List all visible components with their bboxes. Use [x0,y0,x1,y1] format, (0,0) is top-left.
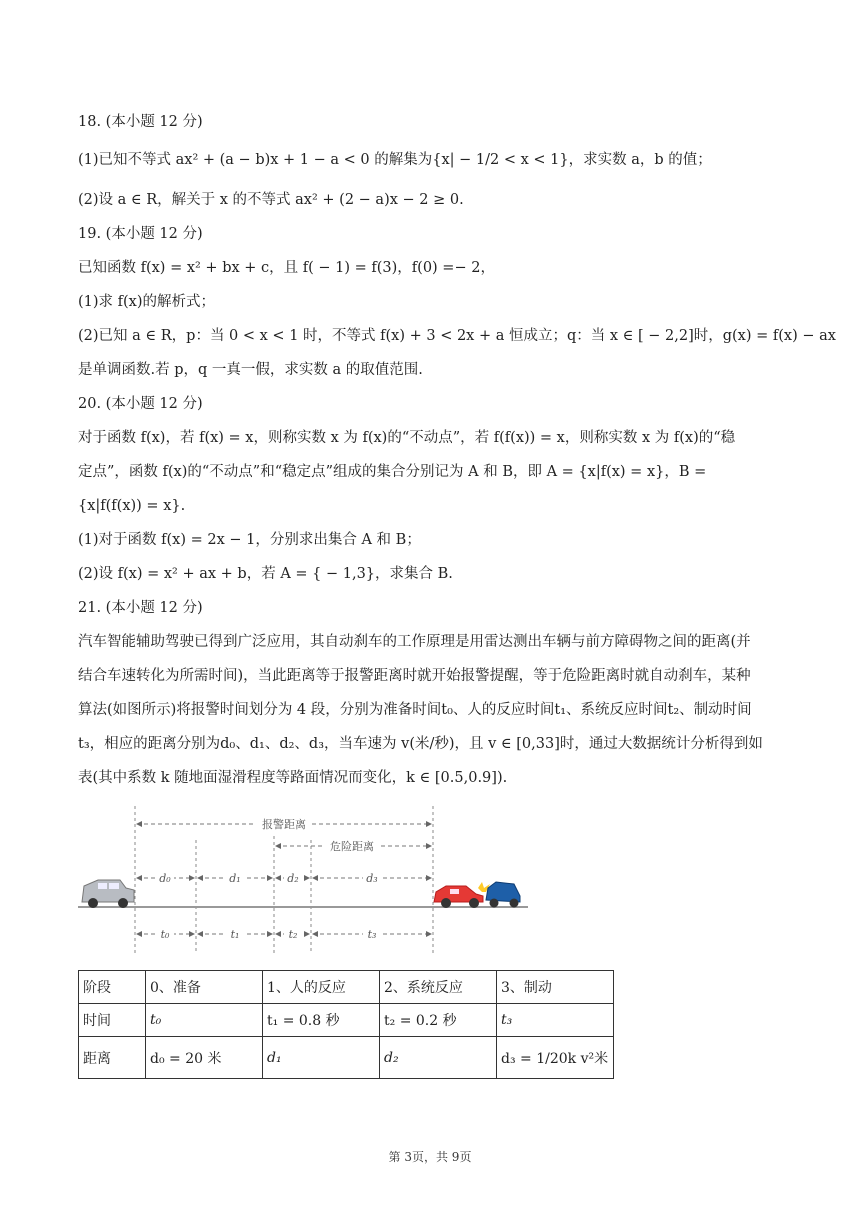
alarm-distance-label: 报警距离 [262,818,306,831]
braking-distance-diagram [78,800,528,960]
table-cell: 时间 [79,1004,146,1037]
d1-label: d₁ [229,872,241,885]
q21-stem-line2: 结合车速转化为所需时间)，当此距离等于报警距离时就开始报警提醒，等于危险距离时就自动刹车，某种 [78,668,751,684]
q21-header: 21. (本小题 12 分) [78,600,203,616]
q18-part1: (1)已知不等式 ax² + (a − b)x + 1 − a < 0 的解集为{x| − 1/2 < x < 1}，求实数 a，b 的值； [78,152,712,168]
car-icon [82,880,134,908]
table-cell: 3、制动 [497,971,614,1004]
q19-header: 19. (本小题 12 分) [78,226,203,242]
table-cell: t₀ [146,1004,263,1037]
table-cell: d₃ = 1/20k v²米 [497,1037,614,1079]
danger-distance-label: 危险距离 [330,840,374,853]
page-footer: 第 3页，共 9页 [388,1150,472,1164]
table-cell: t₂ = 0.2 秒 [380,1004,497,1037]
q21-stem-line5: 表(其中系数 k 随地面湿滑程度等路面情况而变化，k ∈ [0.5,0.9]). [78,770,508,786]
q19-part2-line2: 是单调函数.若 p，q 一真一假，求实数 a 的取值范围. [78,362,423,378]
table-cell: 2、系统反应 [380,971,497,1004]
q19-stem: 已知函数 f(x) = x² + bx + c，且 f( − 1) = f(3)，f(0) =− 2， [78,260,495,276]
t3-label: t₃ [367,928,377,941]
table-cell: d₀ = 20 米 [146,1037,263,1079]
q21-stem-line3: 算法(如图所示)将报警时间划分为 4 段，分别为准备时间t₀、人的反应时间t₁、系统反应时间t₂、制动时间 [78,702,752,718]
q20-part1: (1)对于函数 f(x) = 2x − 1，分别求出集合 A 和 B； [78,532,421,548]
d2-label: d₂ [287,872,299,885]
table-cell: d₂ [380,1037,497,1079]
table-cell: t₃ [497,1004,614,1037]
table-cell: 阶段 [79,971,146,1004]
q19-part1: (1)求 f(x)的解析式； [78,294,216,310]
q20-part2: (2)设 f(x) = x² + ax + b，若 A = { − 1,3}，求集合 B. [78,566,453,582]
q20-stem-line3: {x|f(f(x)) = x}. [78,498,186,514]
q18-header: 18. (本小题 12 分) [78,114,203,130]
collision-icon [434,882,520,908]
table-row [79,1037,614,1079]
q18-part2: (2)设 a ∈ R，解关于 x 的不等式 ax² + (2 − a)x − 2 ≥ 0. [78,192,464,208]
table-cell: 0、准备 [146,971,263,1004]
table-cell: 距离 [79,1037,146,1079]
q21-stem-line1: 汽车智能辅助驾驶已得到广泛应用，其自动刹车的工作原理是用雷达测出车辆与前方障碍物之间的距离(并 [78,634,751,650]
table-row [79,971,614,1004]
t0-label: t₀ [160,928,170,941]
stage-table [78,970,614,1079]
table-cell: 1、人的反应 [263,971,380,1004]
d3-label: d₃ [366,872,378,885]
d0-label: d₀ [159,872,171,885]
table-cell: t₁ = 0.8 秒 [263,1004,380,1037]
t1-label: t₁ [230,928,240,941]
table-row [79,1004,614,1037]
q21-stem-line4: t₃，相应的距离分别为d₀、d₁、d₂、d₃，当车速为 v(米/秒)，且 v ∈ [0,33]时，通过大数据统计分析得到如 [78,736,763,752]
q20-stem-line2: 定点”，函数 f(x)的“不动点”和“稳定点”组成的集合分别记为 A 和 B，即 A = {x|f(x) = x}，B = [78,464,707,480]
q20-stem-line1: 对于函数 f(x)，若 f(x) = x，则称实数 x 为 f(x)的“不动点”，若 f(f(x)) = x，则称实数 x 为 f(x)的“稳 [78,430,736,446]
q19-part2-line1: (2)已知 a ∈ R，p：当 0 < x < 1 时，不等式 f(x) + 3 < 2x + a 恒成立；q：当 x ∈ [ − 2,2]时，g(x) = f(x) − ax [78,328,836,344]
t2-label: t₂ [288,928,298,941]
table-cell: d₁ [263,1037,380,1079]
q20-header: 20. (本小题 12 分) [78,396,203,412]
